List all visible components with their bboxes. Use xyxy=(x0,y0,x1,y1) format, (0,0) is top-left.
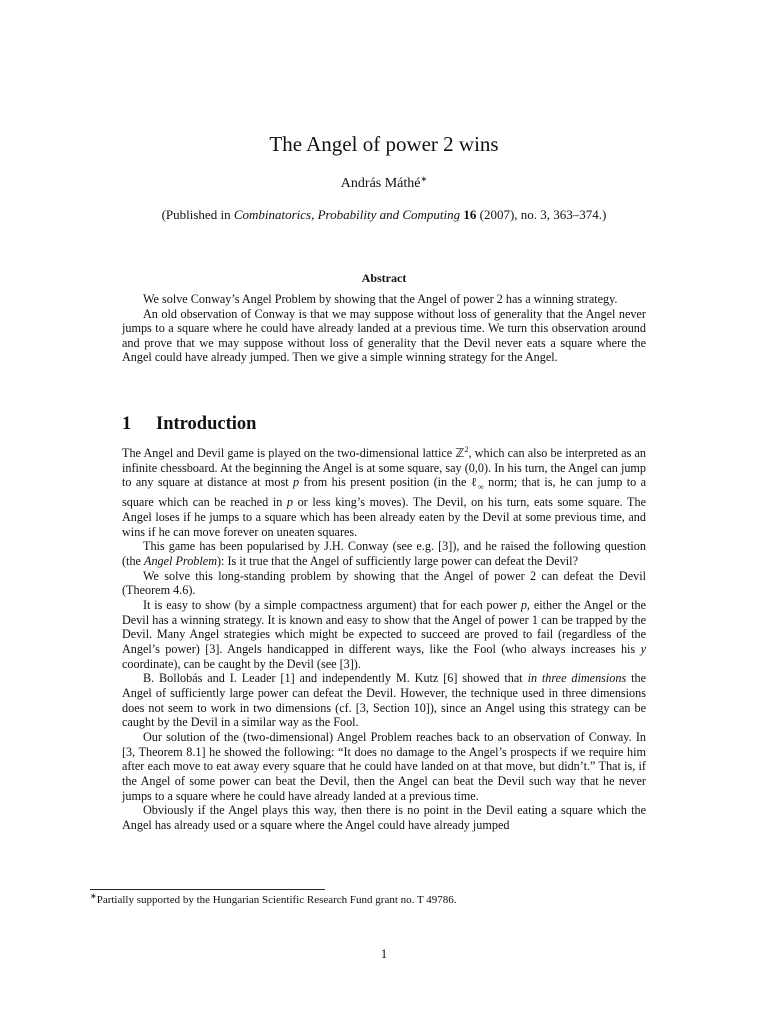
footnote-mark: ∗ xyxy=(90,891,97,901)
section-heading xyxy=(122,414,256,435)
footnote-rule xyxy=(90,889,325,890)
page-number: 1 xyxy=(380,946,388,961)
paper-title: The Angel of power 2 wins xyxy=(269,132,499,156)
journal-volume: 16 xyxy=(463,207,477,222)
author-name: András Máthé xyxy=(340,176,421,191)
author-footnote-mark: ∗ xyxy=(420,174,428,184)
author-line xyxy=(0,176,768,192)
abstract-paragraph: An old observation of Conway is that we may suppose without loss of generality that the Angel never jumps to a square where he could have already landed at a previous time. We turn this observation around and prove that we may suppose without loss of generality that the Devil never eats a square where the Angel could have already jumped. Then we give a simple winning strategy for the Angel. xyxy=(122,306,646,365)
footnote-text: Partially supported by the Hungarian Scientific Research Fund grant no. T 49786. xyxy=(96,894,457,906)
body-paragraph: Our solution of the (two-dimensional) Angel Problem reaches back to an observation of Conway. In [3, Theorem 8.1] he showed the following: “It does no damage to the Angel’s prospects if we require him after each move to eat away every square that he could have landed on at that move, but didn’t.” That is, if the Angel of some power can beat the Devil, then the Angel can beat the Devil such way that he never jumps to a square where he could have already landed at a previous time. xyxy=(122,729,646,803)
abstract-paragraph: We solve Conway’s Angel Problem by showing that the Angel of power 2 has a winning strategy. xyxy=(143,292,618,306)
body-paragraph: We solve this long-standing problem by showing that the Angel of power 2 can defeat the Devil (Theorem 4.6). xyxy=(122,568,646,598)
section-title: Introduction xyxy=(156,414,257,434)
journal-name: Combinatorics, Probability and Computing xyxy=(233,207,461,222)
abstract-heading: Abstract xyxy=(361,271,407,285)
abstract-body xyxy=(122,292,646,365)
body-paragraph: This game has been popularised by J.H. Conway (see e.g. [3]), and he raised the following question (the Angel Problem): Is it true that the Angel of sufficiently large power can defeat the Devil? xyxy=(122,539,646,569)
publication-note xyxy=(0,207,768,223)
body-paragraph: It is easy to show (by a simple compactness argument) that for each power p, either the Angel or the Devil has a winning strategy. It is known and easy to show that the Angel of power 1 can be trapped by the Devil. Many Angel strategies which might be expected to succeed are proved to fail (regardless of the Angel’s power) [3]. Angels handicapped in different ways, like the Fool (who always increases his y coordinate), can be caught by the Devil (see [3]). xyxy=(122,598,646,671)
section-number: 1 xyxy=(122,414,132,434)
body-paragraph: B. Bollobás and I. Leader [1] and independently M. Kutz [6] showed that in three dimensions the Angel of sufficiently large power can defeat the Devil. However, the technique used in three dimensions does not seem to work in two dimensions (cf. [3, Section 10]), since an Angel using this strategy can be caught by the Devil in a similar way as the Fool. xyxy=(122,671,646,730)
body-paragraph: Obviously if the Angel plays this way, then there is no point in the Devil eating a square which the Angel has already used or a square where the Angel could have already jumped xyxy=(122,803,646,832)
footnote xyxy=(90,891,457,906)
body-paragraph: The Angel and Devil game is played on the two-dimensional lattice ℤ$^2$, which can also be interpreted as an infinite chessboard. At the beginning the Angel is at some square, say (0,0). In his turn, the Angel can jump to any square at distance at most p from his present position (in the ℓ$_\infty$ norm; that is, he can jump to a square which can be reached in p or less king’s moves). The Devil, on his turn, eats some square. The Angel loses if he jumps to a square which has been already eaten by the Devil at some previous time, and wins if he can move forever on uneaten squares. xyxy=(122,444,647,539)
section-body xyxy=(122,446,646,833)
publication-details: (2007), no. 3, 363–374.) xyxy=(476,207,607,222)
publication-prefix: (Published in xyxy=(161,207,234,222)
